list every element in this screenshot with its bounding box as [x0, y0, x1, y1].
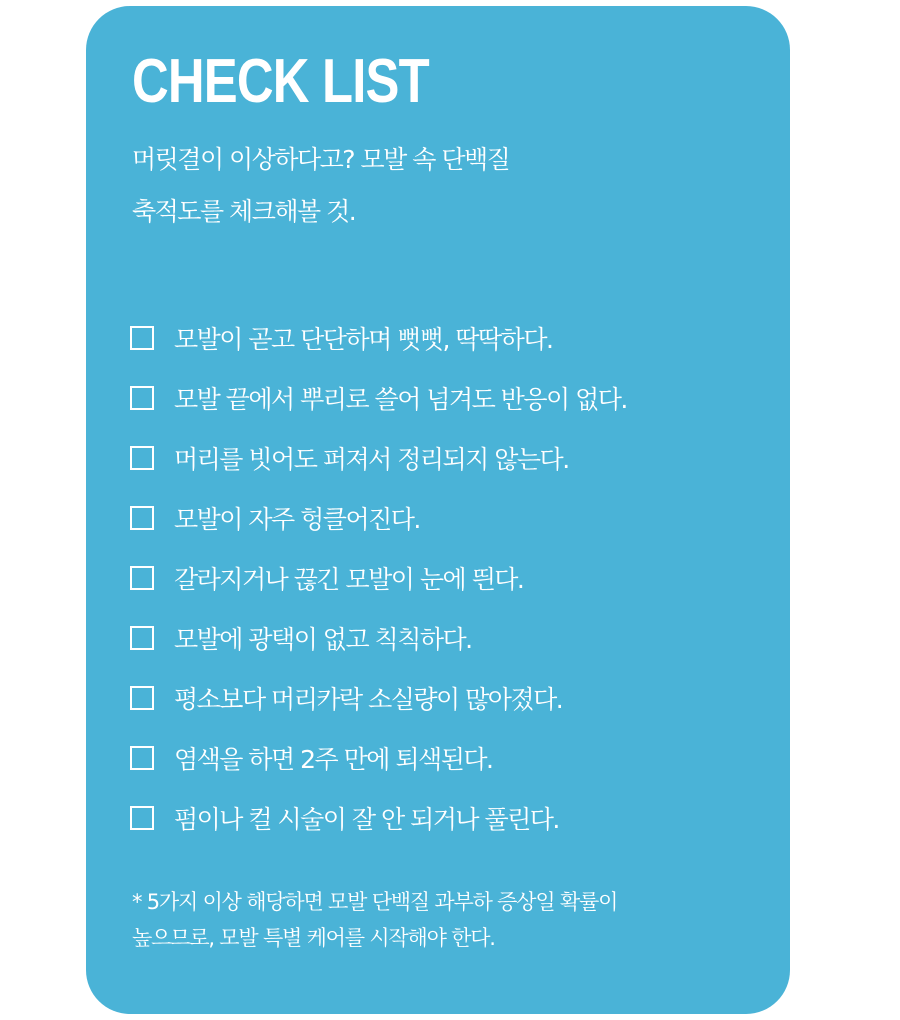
checkbox[interactable] — [130, 686, 154, 710]
checklist-item-label: 모발이 곧고 단단하며 뻣뻣, 딱딱하다. — [174, 325, 553, 354]
subtitle-line: 축적도를 체크해볼 것. — [132, 197, 356, 226]
checklist-card — [86, 6, 790, 1014]
checkbox[interactable] — [130, 446, 154, 470]
checklist-item[interactable] — [130, 668, 627, 728]
checklist-item[interactable] — [130, 428, 627, 488]
card-title: CHECK LIST — [132, 47, 429, 116]
footnote-line: * 5가지 이상 해당하면 모발 단백질 과부하 증상일 확률이 — [132, 890, 618, 914]
checklist-item-label: 머리를 빗어도 퍼져서 정리되지 않는다. — [174, 445, 569, 474]
checklist-item-label: 펌이나 컬 시술이 잘 안 되거나 풀린다. — [174, 805, 559, 834]
checklist — [130, 308, 627, 848]
footnote — [132, 884, 752, 956]
checklist-item[interactable] — [130, 488, 627, 548]
checklist-item-label: 모발 끝에서 뿌리로 쓸어 넘겨도 반응이 없다. — [174, 385, 627, 414]
checklist-item-label: 염색을 하면 2주 만에 퇴색된다. — [174, 745, 493, 774]
checklist-item[interactable] — [130, 548, 627, 608]
checkbox[interactable] — [130, 806, 154, 830]
card-subtitle — [132, 134, 732, 238]
checklist-item[interactable] — [130, 728, 627, 788]
checklist-item[interactable] — [130, 608, 627, 668]
checkbox[interactable] — [130, 626, 154, 650]
checkbox[interactable] — [130, 506, 154, 530]
checkbox[interactable] — [130, 566, 154, 590]
checklist-item[interactable] — [130, 308, 627, 368]
checkbox[interactable] — [130, 386, 154, 410]
checklist-item-label: 평소보다 머리카락 소실량이 많아졌다. — [174, 685, 563, 714]
subtitle-line: 머릿결이 이상하다고? 모발 속 단백질 — [132, 145, 510, 174]
checklist-item[interactable] — [130, 368, 627, 428]
footnote-line: 높으므로, 모발 특별 케어를 시작해야 한다. — [132, 926, 495, 950]
checklist-item-label: 갈라지거나 끊긴 모발이 눈에 띈다. — [174, 565, 524, 594]
checklist-item-label: 모발이 자주 헝클어진다. — [174, 505, 420, 534]
checklist-item[interactable] — [130, 788, 627, 848]
checkbox[interactable] — [130, 326, 154, 350]
checkbox[interactable] — [130, 746, 154, 770]
checklist-item-label: 모발에 광택이 없고 칙칙하다. — [174, 625, 472, 654]
